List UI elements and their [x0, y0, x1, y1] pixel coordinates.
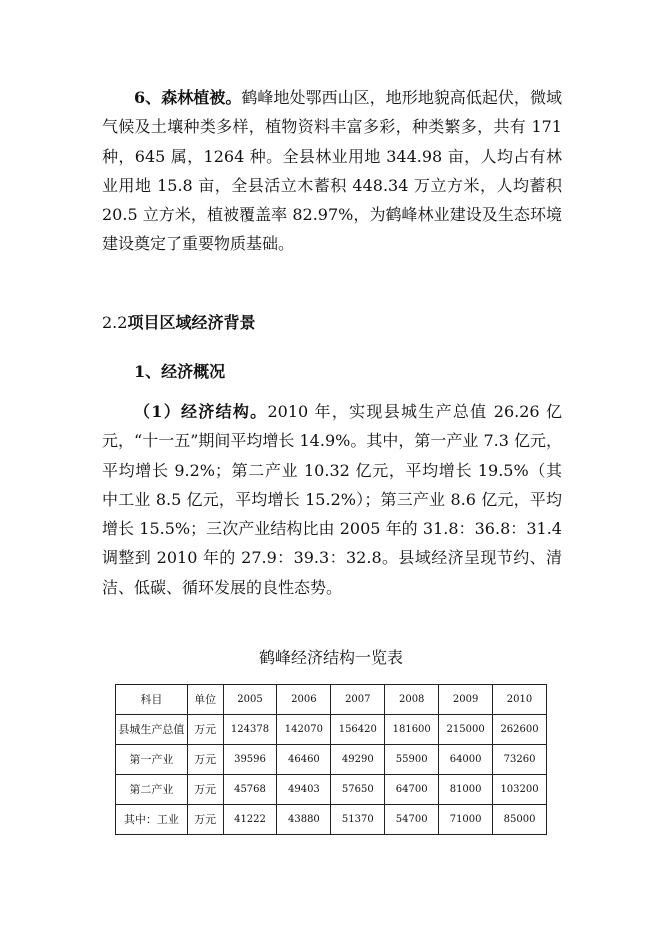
paragraph-body: 鹤峰地处鄂西山区，地形地貌高低起伏，微域气候及土壤种类多样，植物资料丰富多彩，种类繁多，共有 171 种，645 属，1264 种。全县林业用地 344.98 亩，人均占有林业用地 15.8 亩，全县活立木蓄积 448.34 万立方米，人均蓄积 20.5 立方米，植被覆盖率 82.97%，为鹤峰林业建设及生态环境建设奠定了重要物质基础。	[102, 88, 562, 254]
value-cell: 81000	[439, 775, 493, 805]
value-cell: 49290	[331, 745, 385, 775]
value-cell: 181600	[385, 715, 439, 745]
table-row	[116, 745, 547, 775]
header-cell: 科目	[116, 685, 188, 715]
value-cell: 142070	[277, 715, 331, 745]
row-label: 第一产业	[116, 745, 188, 775]
value-cell: 215000	[439, 715, 493, 745]
value-cell: 156420	[331, 715, 385, 745]
header-cell: 2008	[385, 685, 439, 715]
row-label: 第二产业	[116, 775, 188, 805]
value-cell: 43880	[277, 805, 331, 835]
row-label: 县城生产总值	[116, 715, 188, 745]
section-heading	[102, 312, 255, 334]
value-cell: 73260	[493, 745, 547, 775]
item-title: （1）经济结构。	[134, 402, 268, 421]
header-cell: 单位	[187, 685, 223, 715]
unit-cell: 万元	[187, 805, 223, 835]
section-title: 项目区域经济背景	[127, 313, 256, 332]
item-title: 森林植被。	[161, 88, 242, 107]
header-cell: 2006	[277, 685, 331, 715]
value-cell: 71000	[439, 805, 493, 835]
paragraph-forest-vegetation	[102, 83, 562, 259]
table-header-row	[116, 685, 547, 715]
paragraph-body: 2010 年，实现县城生产总值 26.26 亿元，“十一五”期间平均增长 14.9%。其中，第一产业 7.3 亿元，平均增长 9.2%；第二产业 10.32 亿元，平均增长 19.5%（其中工业 8.5 亿元，平均增长 15.2%）；第三产业 8.6 亿元，平均增长 15.5%；三次产业结构比由 2005 年的 31.8：36.8：31.4 调整到 2010 年的 27.9：39.3：32.8。县域经济呈现节约、清洁、低碳、循环发展的良性态势。	[102, 402, 562, 597]
item-number: 6、	[134, 88, 162, 107]
unit-cell: 万元	[187, 745, 223, 775]
value-cell: 39596	[223, 745, 277, 775]
paragraph-economic-structure	[102, 397, 562, 602]
value-cell: 46460	[277, 745, 331, 775]
unit-cell: 万元	[187, 715, 223, 745]
value-cell: 64700	[385, 775, 439, 805]
value-cell: 54700	[385, 805, 439, 835]
value-cell: 124378	[223, 715, 277, 745]
value-cell: 85000	[493, 805, 547, 835]
table-caption: 鹤峰经济结构一览表	[258, 648, 403, 667]
table-row	[116, 805, 547, 835]
value-cell: 49403	[277, 775, 331, 805]
sub-heading: 1、经济概况	[134, 362, 226, 381]
header-cell: 2009	[439, 685, 493, 715]
header-cell: 2007	[331, 685, 385, 715]
economic-structure-table	[115, 684, 547, 835]
value-cell: 103200	[493, 775, 547, 805]
table-row	[116, 715, 547, 745]
section-number: 2.2	[102, 313, 128, 332]
value-cell: 55900	[385, 745, 439, 775]
header-cell: 2010	[493, 685, 547, 715]
value-cell: 51370	[331, 805, 385, 835]
unit-cell: 万元	[187, 775, 223, 805]
value-cell: 262600	[493, 715, 547, 745]
value-cell: 45768	[223, 775, 277, 805]
table-row	[116, 775, 547, 805]
value-cell: 64000	[439, 745, 493, 775]
header-cell: 2005	[223, 685, 277, 715]
value-cell: 41222	[223, 805, 277, 835]
row-label: 其中：工业	[116, 805, 188, 835]
value-cell: 57650	[331, 775, 385, 805]
